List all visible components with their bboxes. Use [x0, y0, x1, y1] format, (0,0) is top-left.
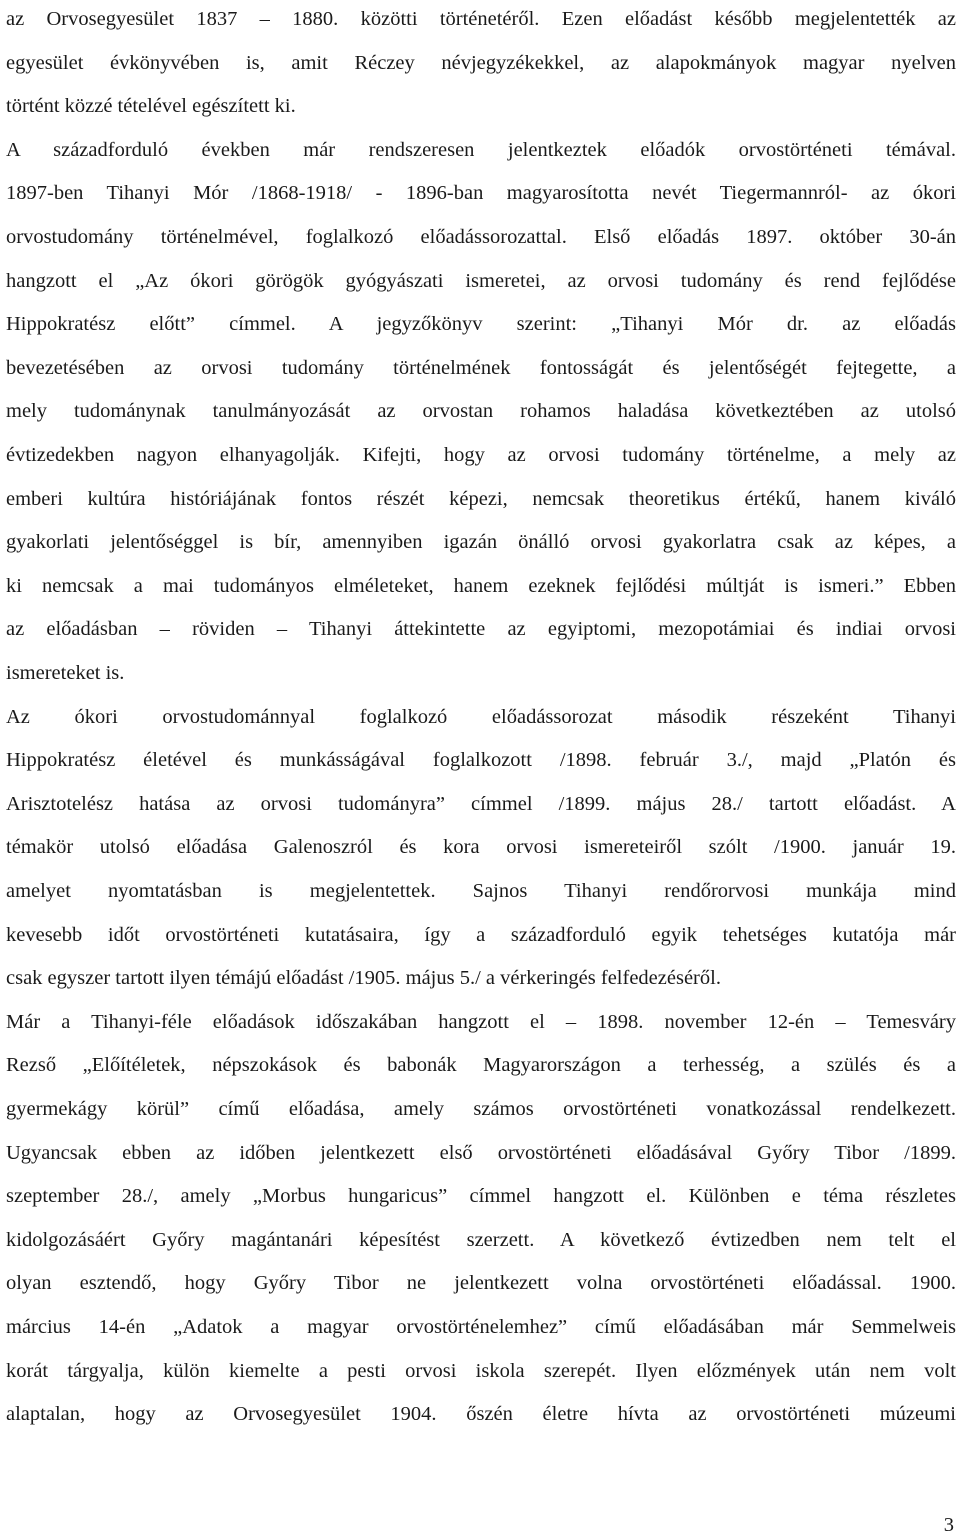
text-line: orvostudomány történelmével, foglalkozó előadássorozattal. Első előadás 1897. október 30-án — [6, 226, 956, 248]
text-line: csak egyszer tartott ilyen témájú előadást /1905. május 5./ a vérkeringés felfedezéséről. — [6, 967, 721, 990]
text-line: Hippokratész előtt” címmel. A jegyzőkönyv szerint: „Tihanyi Mór dr. az előadás — [6, 313, 956, 336]
text-line: Hippokratész életével és munkásságával foglalkozott /1898. február 3./, majd „Platón és — [6, 749, 956, 772]
text-line: Az ókori orvostudománnyal foglalkozó előadássorozat második részeként Tihanyi — [6, 705, 956, 728]
text-line: szeptember 28./, amely „Morbus hungaricus” címmel hangzott el. Különben e téma részletes — [6, 1185, 956, 1208]
text-line: egyesület évkönyvében is, amit Réczey névjegyzékekkel, az alapokmányok magyar nyelven — [6, 51, 956, 74]
text-line: alaptalan, hogy az Orvosegyesület 1904. őszén életre hívta az orvostörténeti múzeumi — [6, 1403, 956, 1426]
text-line: mely tudománynak tanulmányozását az orvostan rohamos haladása következtében az utolsó — [6, 400, 956, 423]
text-line: témakör utolsó előadása Galenoszról és kora orvosi ismereteiről szólt /1900. január 19. — [6, 836, 956, 859]
text-line: gyakorlati jelentőséggel is bír, amennyiben igazán önálló orvosi gyakorlatra csak az képes, a — [6, 531, 956, 554]
text-line: kevesebb időt orvostörténeti kutatásaira, így a századforduló egyik tehetséges kutatója már — [6, 923, 956, 946]
text-line: A századforduló években már rendszeresen jelentkeztek előadók orvostörténeti témával. — [6, 138, 956, 161]
text-line: Rezső „Előítéletek, népszokások és babonák Magyarországon a terhesség, a szülés és a — [6, 1054, 956, 1077]
text-line: ki nemcsak a mai tudományos elméleteket, hanem ezeknek fejlődési múltját is ismeri.” Ebben — [6, 574, 956, 597]
text-line: korát tárgyalja, külön kiemelte a pesti orvosi iskola szerepét. Ilyen előzmények után nem volt — [6, 1359, 956, 1382]
text-line: március 14-én „Adatok a magyar orvostörténelemhez” című előadásában már Semmelweis — [6, 1316, 956, 1338]
text-line: történt közzé tételével egészített ki. — [6, 95, 296, 118]
text-line: hangzott el „Az ókori görögök gyógyászati ismeretei, az orvosi tudomány és rend fejlődése — [6, 269, 956, 292]
page-number: 3 — [943, 1514, 954, 1536]
text-line: Arisztotelész hatása az orvosi tudományra” címmel /1899. május 28./ tartott előadást. A — [6, 792, 956, 815]
text-line: évtizedekben nagyon elhanyagolják. Kifejti, hogy az orvosi tudomány történelme, a mely az — [6, 444, 956, 466]
text-line: 1897-ben Tihanyi Mór /1868-1918/ - 1896-ban magyarosította nevét Tiegermannról- az ókori — [6, 182, 956, 205]
text-line: az Orvosegyesület 1837 – 1880. közötti történetéről. Ezen előadást később megjelentették az — [6, 8, 956, 30]
text-line: Már a Tihanyi-féle előadások időszakában hangzott el – 1898. november 12-én – Temesváry — [6, 1010, 956, 1033]
text-line: gyermekágy körül” című előadása, amely számos orvostörténeti vonatkozással rendelkezett. — [6, 1098, 956, 1120]
text-line: Ugyancsak ebben az időben jelentkezett első orvostörténeti előadásával Győry Tibor /1899. — [6, 1141, 956, 1164]
text-line: ismereteket is. — [6, 662, 125, 684]
text-line: bevezetésében az orvosi tudomány történelmének fontosságát és jelentőségét fejtegette, a — [6, 356, 956, 379]
text-line: kidolgozásáért Győry magántanári képesítést szerzett. A következő évtizedben nem telt el — [6, 1228, 956, 1251]
text-line: az előadásban – röviden – Tihanyi áttekintette az egyiptomi, mezopotámiai és indiai orvosi — [6, 618, 956, 641]
text-line: amelyet nyomtatásban is megjelentettek. Sajnos Tihanyi rendőrorvosi munkája mind — [6, 880, 956, 902]
text-line: olyan esztendő, hogy Győry Tibor ne jelentkezett volna orvostörténeti előadással. 1900. — [6, 1272, 956, 1295]
text-line: emberi kultúra históriájának fontos részét képezi, nemcsak theoretikus értékű, hanem kiváló — [6, 487, 956, 510]
